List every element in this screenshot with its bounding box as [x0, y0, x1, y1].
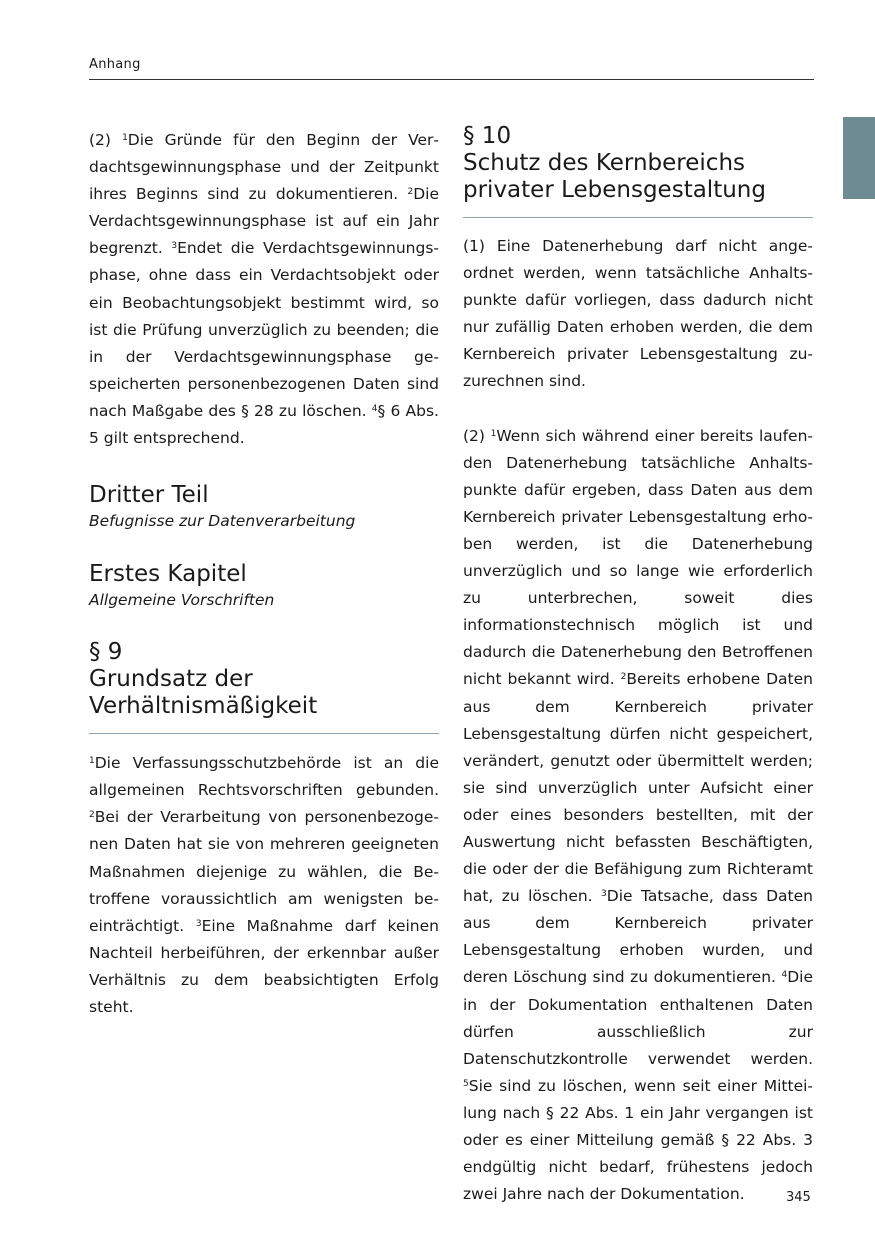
- right-column: [463, 120, 813, 1208]
- sentence: Sie sind zu löschen, wenn seit einer Mitteilung nach § 22 Abs. 1 ein Jahr vergangen ist oder es einer Mitteilung gemäß § 22 Abs. 3 endgültig nicht bedarf, frühestens jedoch zwei Jahre nach der Dokumentation.: [463, 1076, 813, 1204]
- sentence-number: 3: [171, 241, 178, 252]
- part-title: Dritter Teil: [89, 482, 209, 509]
- section-9-rule: [89, 733, 439, 734]
- chapter-subtitle: Allgemeine Vorschriften: [89, 591, 275, 610]
- sentence-number: 1: [89, 756, 95, 767]
- sentence: Bei der Verarbeitung von personenbezogenen Daten hat sie von mehreren geeigneten Maßnahmen diejenige zu wählen, die Betroffene voraussichtlich am wenigsten beeinträchtigt.: [89, 808, 439, 935]
- section-10-paragraph-1: (1) Eine Datenerhebung darf nicht angeordnet werden, wenn tatsächliche Anhaltspunkte dafür vorliegen, dass dadurch nicht nur zufällig Daten erhoben werden, die dem Kernbereich privater Lebensgestaltung zuzurechnen sind.: [463, 237, 813, 391]
- sentence: Die Tatsache, dass Daten aus dem Kernbereich privater Lebensgestaltung erhoben wurden, und deren Löschung sind zu dokumentieren.: [463, 887, 813, 987]
- sentence: § 6 Abs. 5 gilt entsprechend.: [89, 401, 439, 448]
- sentence: Eine Maßnahme darf keinen Nachteil herbeiführen, der erkennbar außer Verhältnis zu dem beabsichtigten Erfolg steht.: [89, 916, 439, 1016]
- sentence-number: 4: [371, 403, 378, 414]
- left-column: [89, 120, 439, 1021]
- section-title-line-1: Grundsatz der: [89, 666, 253, 693]
- header-rule: [89, 79, 814, 80]
- section-9-body: [89, 750, 439, 1021]
- sentence-number: 2: [407, 187, 414, 198]
- part-heading: [89, 480, 439, 532]
- paragraph-label: (2): [89, 131, 123, 149]
- sentence: Die Verdachtsgewinnungsphase ist auf ein Jahr begrenzt.: [89, 185, 439, 258]
- section-title-line-2: Verhältnismäßigkeit: [89, 693, 318, 720]
- sentence: Die in der Dokumentation enthaltenen Daten dürfen ausschließlich zur Datenschutzkontrolle verwendet werden.: [463, 968, 813, 1068]
- section-number: § 9: [89, 639, 123, 666]
- section-9-heading: [89, 639, 439, 720]
- chapter-title: Erstes Kapitel: [89, 561, 247, 588]
- section-number: § 10: [463, 123, 512, 149]
- sentence-number: 3: [601, 889, 607, 900]
- sentence: Bereits erhobene Daten aus dem Kernbereich privater Lebensgestaltung dürfen nicht gespeichert, verändert, genutzt oder übermittelt werden; sie sind unverzüglich unter Aufsicht einer oder eines besonders bestellten, mit der Auswertung nicht befassten Beschäftigten, die oder der die Befähigung zum Richteramt hat, zu löschen.: [463, 670, 813, 906]
- running-header: Anhang: [89, 57, 141, 72]
- sentence-number: 1: [122, 133, 128, 143]
- chapter-heading: [89, 559, 439, 611]
- sentence-number: 5: [463, 1078, 469, 1089]
- section-10-rule: [463, 217, 813, 218]
- part-subtitle: Befugnisse zur Datenverarbeitung: [89, 512, 356, 531]
- page-number: 345: [786, 1190, 811, 1205]
- section-title-line-2: privater Lebensgestaltung: [463, 177, 766, 203]
- left-paragraph-2: [89, 127, 439, 452]
- sentence: Wenn sich während einer bereits laufenden Datenerhebung tatsächliche Anhaltspunkte dafür ergeben, dass Daten aus dem Kernbereich privater Lebensgestaltung erhoben werden, ist die Datenerhebung unverzüglich und so lange wie erforderlich zu unterbrechen, soweit dies informationstechnisch möglich ist und dadurch die Datenerhebung den Betroffenen nicht bekannt wird.: [463, 426, 813, 689]
- section-10-heading: [463, 123, 813, 204]
- sentence-number: 2: [620, 672, 627, 683]
- section-title-line-1: Schutz des Kernbereichs: [463, 150, 746, 176]
- paragraph-label: (2): [463, 426, 491, 445]
- sentence-number: 2: [89, 810, 95, 821]
- sentence-number: 3: [195, 918, 202, 929]
- sentence: Die Verfassungsschutzbehörde ist an die allgemeinen Rechtsvorschriften gebunden.: [89, 754, 439, 800]
- sentence: Die Gründe für den Beginn der Verdachtsgewinnungsphase und der Zeitpunkt ihres Beginns sind zu dokumentieren.: [89, 131, 439, 204]
- chapter-thumb-tab: [843, 117, 875, 199]
- section-10-paragraph-2: [463, 423, 813, 1209]
- sentence-number: 1: [490, 428, 497, 439]
- sentence: Endet die Verdachtsgewinnungsphase, ohne dass ein Verdachtsobjekt oder ein Beobachtungsobjekt bestimmt wird, so ist die Prüfung unverzüglich zu beenden; die in der Verdachtsgewinnungsphase gespeicherten personenbezogenen Daten sind nach Maßgabe des § 28 zu löschen.: [89, 239, 439, 420]
- sentence-number: 4: [781, 970, 788, 981]
